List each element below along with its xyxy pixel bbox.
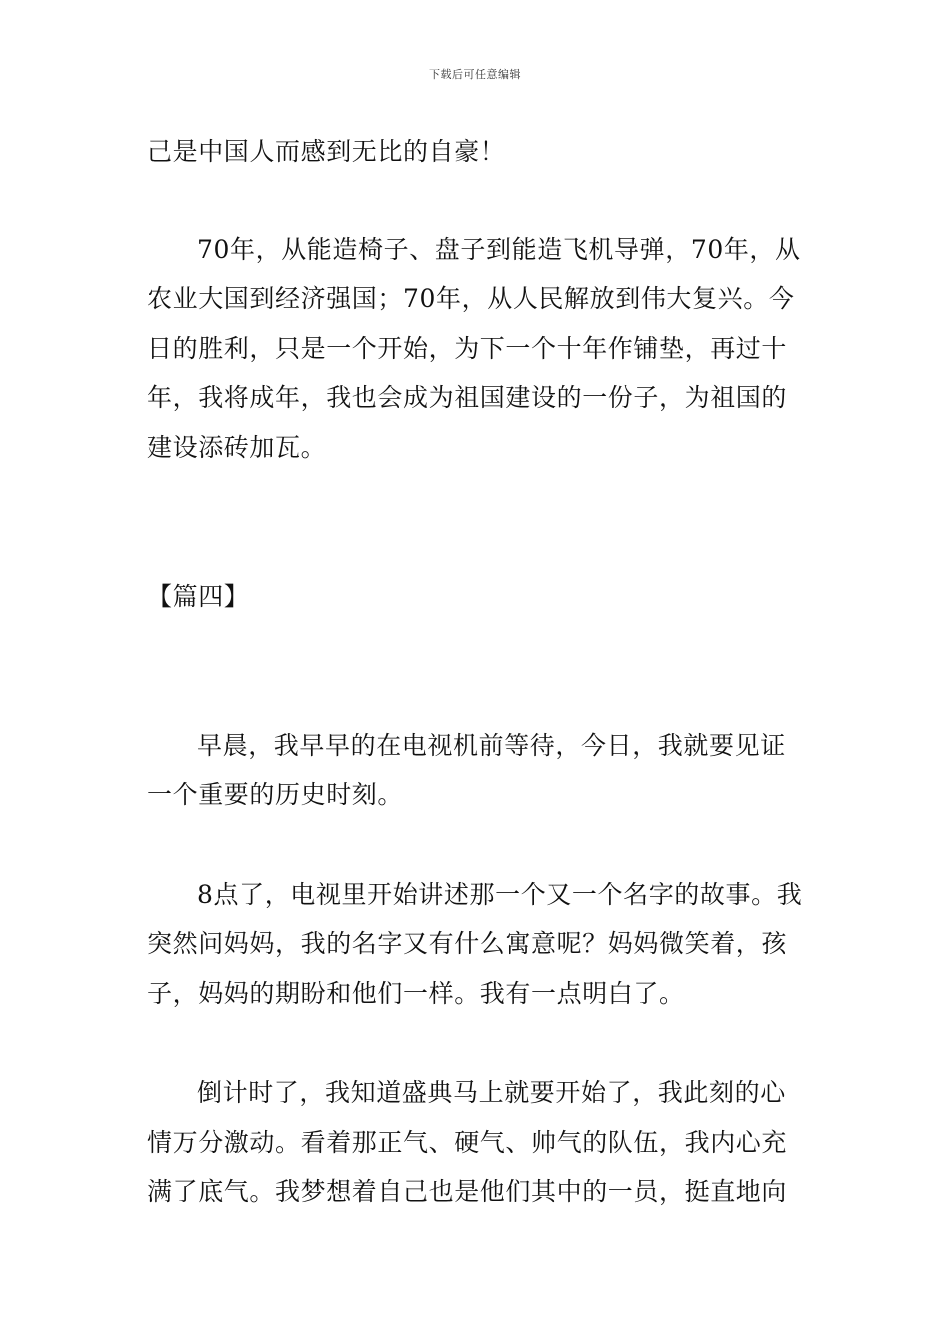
text-line: 早晨，我早早的在电视机前等待，今日，我就要见证 [197, 731, 786, 760]
text-line: 子，妈妈的期盼和他们一样。我有一点明白了。 [147, 979, 685, 1008]
header-note: 下载后可任意编辑 [429, 68, 521, 81]
text-line: 建设添砖加瓦。 [147, 433, 327, 462]
text-line: 70年，从能造椅子、盘子到能造飞机导弹，70年，从 [197, 235, 801, 264]
text-line: 情万分激动。看着那正气、硬气、帅气的队伍，我内心充 [147, 1128, 788, 1157]
text-line: 日的胜利，只是一个开始，为下一个十年作铺垫，再过十 [147, 334, 788, 363]
text-line: 一个重要的历史时刻。 [147, 780, 404, 809]
text-line: 倒计时了，我知道盛典马上就要开始了，我此刻的心 [197, 1078, 786, 1107]
text-line: 农业大国到经济强国；70年，从人民解放到伟大复兴。今 [147, 284, 795, 313]
text-line: 突然问妈妈，我的名字又有什么寓意呢？妈妈微笑着，孩 [147, 929, 788, 958]
text-line: 满了底气。我梦想着自己也是他们其中的一员，挺直地向 [147, 1177, 788, 1206]
text-line: 己是中国人而感到无比的自豪！ [147, 137, 506, 166]
section-heading: 【篇四】 [147, 582, 250, 611]
text-line: 年，我将成年，我也会成为祖国建设的一份子，为祖国的 [147, 383, 788, 412]
text-line: 8点了，电视里开始讲述那一个又一个名字的故事。我 [197, 880, 803, 909]
